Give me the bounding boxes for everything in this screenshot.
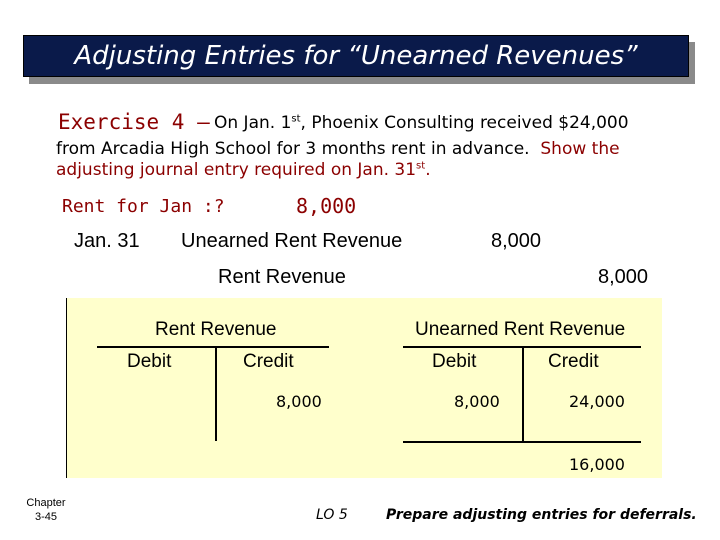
learning-objective-number: LO 5 xyxy=(316,507,348,523)
journal-date: Jan. 31 xyxy=(74,230,140,252)
t-account-rent-revenue-debit-label: Debit xyxy=(127,351,172,372)
rent-calc-amount: 8,000 xyxy=(296,194,357,218)
t-account-rent-revenue-credit-entry: 8,000 xyxy=(276,392,322,411)
exercise-heading: Exercise 4 – xyxy=(58,110,210,134)
t-account-rent-revenue-top-line xyxy=(97,346,329,348)
t-account-rent-revenue-title: Rent Revenue xyxy=(155,319,277,340)
t-account-unearned-credit-entry: 24,000 xyxy=(569,392,625,411)
t-account-unearned-credit-label: Credit xyxy=(548,351,599,372)
journal-debit-account: Unearned Rent Revenue xyxy=(181,230,403,252)
learning-objective-text: Prepare adjusting entries for deferrals. xyxy=(386,507,697,523)
exercise-line-3: adjusting journal entry required on Jan. 31st. xyxy=(56,160,431,180)
t-account-rent-revenue-credit-label: Credit xyxy=(243,351,294,372)
t-account-unearned-balance-line xyxy=(403,441,641,443)
slide-title: Adjusting Entries for “Unearned Revenues” xyxy=(74,41,638,71)
t-account-unearned-debit-entry: 8,000 xyxy=(454,392,500,411)
journal-debit-amount: 8,000 xyxy=(491,230,542,252)
exercise-line-2: from Arcadia High School for 3 months rent in advance. Show the xyxy=(56,139,620,159)
journal-credit-account: Rent Revenue xyxy=(218,266,346,288)
chapter-label: Chapter 3-45 xyxy=(26,497,66,523)
t-account-unearned-center-line xyxy=(522,346,524,441)
t-account-unearned-debit-label: Debit xyxy=(432,351,477,372)
title-banner xyxy=(23,35,689,77)
exercise-line-1: On Jan. 1st, Phoenix Consulting received $24,000 xyxy=(214,113,629,133)
journal-credit-amount: 8,000 xyxy=(598,266,649,288)
t-account-unearned-title: Unearned Rent Revenue xyxy=(415,319,626,340)
t-account-unearned-balance: 16,000 xyxy=(569,455,625,474)
rent-calc-label: Rent for Jan :? xyxy=(62,196,225,217)
t-account-rent-revenue-center-line xyxy=(215,346,217,441)
